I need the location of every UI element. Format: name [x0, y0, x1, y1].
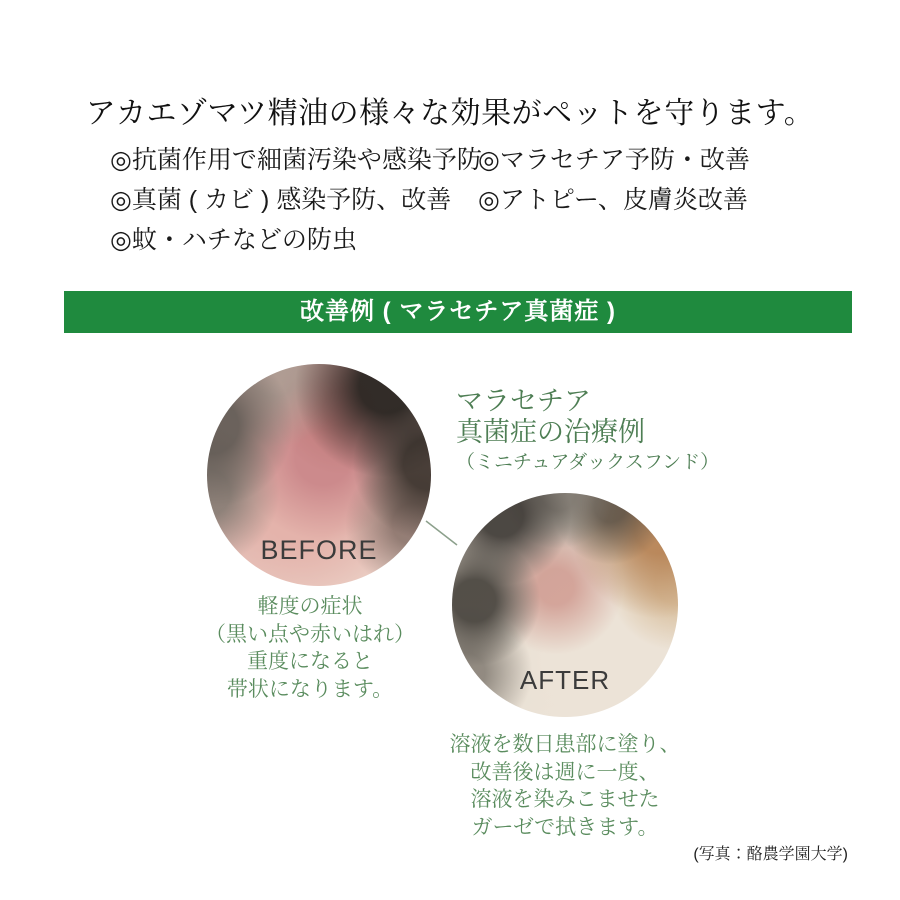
case-heading [456, 386, 719, 476]
section-banner: 改善例 ( マラセチア真菌症 ) [64, 291, 852, 333]
after-caption-line: 改善後は週に一度、 [470, 760, 660, 784]
before-label: BEFORE [260, 535, 378, 565]
after-caption [440, 731, 690, 841]
benefit-atopy: ◎アトピー、皮膚炎改善 [478, 186, 748, 214]
benefit-malassezia: ◎マラセチア予防・改善 [478, 146, 750, 174]
before-caption-line: （黒い点や赤いはれ） [205, 622, 415, 646]
before-photo [207, 364, 431, 586]
benefit-antibacterial: ◎抗菌作用で細菌汚染や感染予防 [110, 146, 482, 174]
after-caption-line: 溶液を数日患部に塗り、 [449, 733, 681, 756]
after-caption-line: ガーゼで拭きます。 [471, 815, 659, 839]
before-caption-line: 軽度の症状 [257, 595, 363, 618]
benefit-insect-repellent: ◎蚊・ハチなどの防虫 [110, 226, 357, 254]
before-caption-line: 重度になると [247, 650, 373, 673]
after-caption-line: 溶液を染みこませた [470, 788, 660, 811]
after-photo [452, 493, 678, 717]
after-label: AFTER [519, 665, 611, 695]
case-heading-line2: 真菌症の治療例 [456, 417, 645, 447]
case-heading-line1: マラセチア [456, 386, 591, 416]
benefit-list-right [478, 140, 750, 220]
photo-credit: (写真：酪農学園大学) [693, 846, 848, 863]
case-heading-breed: （ミニチュアダックスフンド） [456, 452, 720, 473]
benefit-fungus: ◎真菌 ( カビ ) 感染予防、改善 [110, 186, 452, 214]
benefit-list-left [110, 140, 482, 260]
before-caption [185, 593, 435, 703]
before-caption-line: 帯状になります。 [226, 677, 394, 701]
page-title: アカエゾマツ精油の様々な効果がペットを守ります。 [85, 97, 815, 130]
